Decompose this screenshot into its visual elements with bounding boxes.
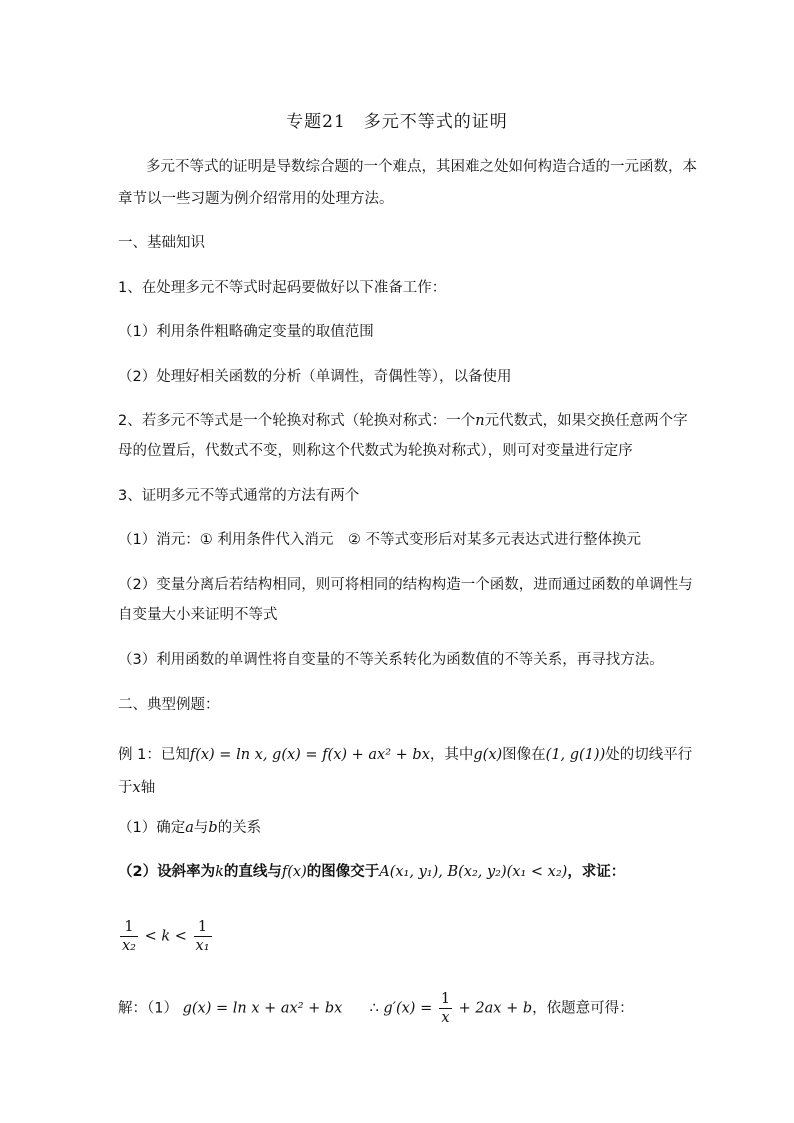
paragraph-2-line-1 xyxy=(118,411,688,431)
question-1-text-3: 的关系 xyxy=(217,820,262,836)
formula-g-prime-rest: + 2ax + b xyxy=(458,1000,533,1017)
formula-point: (1, g(1)) xyxy=(545,747,606,763)
question-1 xyxy=(118,818,261,838)
fraction-numerator: 1 xyxy=(440,991,451,1007)
variable-b: b xyxy=(208,820,218,836)
example-text: ，其中 xyxy=(429,747,474,763)
formula-g: g(x) xyxy=(473,747,503,763)
paragraph-3b-line-2: 自变量大小来证明不等式 xyxy=(118,607,278,623)
solution-line xyxy=(118,990,634,1027)
paragraph-3b-line-1: （2）变量分离后若结构相同，则可将相同的结构构造一个函数，进而通过函数的单调性与 xyxy=(118,577,693,593)
example-text-2: 图像在 xyxy=(502,747,546,763)
fraction-1-over-x1 xyxy=(194,918,212,955)
page-title: 专题21 多元不等式的证明 xyxy=(286,112,508,132)
paragraph-1: 1、在处理多元不等式时起码要做好以下准备工作： xyxy=(118,280,447,296)
example-text-3: 处的切线平行 xyxy=(605,747,693,763)
fraction-denominator: x₂ xyxy=(122,938,136,954)
variable-a: a xyxy=(185,820,194,836)
paragraph-3: 3、证明多元不等式通常的方法有两个 xyxy=(118,488,360,504)
solution-label: 解：（1） xyxy=(118,1000,178,1017)
example-1-line-1 xyxy=(118,745,692,765)
example-label: 例 1：已知 xyxy=(118,747,190,763)
solution-text: ，依题意可得： xyxy=(532,1000,634,1017)
paragraph-2-text-cont: 元代数式，如果交换任意两个字 xyxy=(484,413,688,429)
paragraph-1a: （1）利用条件粗略确定变量的取值范围 xyxy=(118,324,374,340)
fraction-1-over-x xyxy=(439,990,452,1027)
inequality xyxy=(118,918,214,955)
formula-f: f(x) xyxy=(281,864,307,880)
intro-line-1: 多元不等式的证明是导数综合题的一个难点，其困难之处如何构造合适的一元函数，本 xyxy=(146,159,697,175)
formula-f-g: f(x) = ln x, g(x) = f(x) + ax² + bx xyxy=(189,747,430,763)
paragraph-3c: （3）利用函数的单调性将自变量的不等关系转化为函数值的不等关系，再寻找方法。 xyxy=(118,652,664,668)
question-2-text-3: 的图像交于 xyxy=(306,864,380,880)
intro-line-2: 章节以一些习题为例介绍常用的处理方法。 xyxy=(118,191,394,207)
question-1-text: （1）确定 xyxy=(118,820,186,836)
fraction-denominator: x xyxy=(441,1010,450,1026)
fraction-numerator: 1 xyxy=(120,918,138,937)
fraction-numerator: 1 xyxy=(194,918,212,937)
formula-g-def: g(x) = ln x + ax² + bx xyxy=(182,1000,343,1017)
section-heading-basics: 一、基础知识 xyxy=(118,235,205,251)
paragraph-1b: （2）处理好相关函数的分析（单调性，奇偶性等），以备使用 xyxy=(118,369,512,385)
example-text-5: 轴 xyxy=(140,780,156,796)
variable-x: x xyxy=(132,780,141,796)
fraction-1-over-x2 xyxy=(120,918,138,955)
question-2-text-2: 的直线与 xyxy=(223,864,282,880)
question-2-text-4: ，求证： xyxy=(567,864,626,880)
therefore-symbol: ∴ xyxy=(369,1000,379,1017)
formula-g-prime: g′(x) = xyxy=(383,1000,433,1017)
variable-k: k xyxy=(215,864,224,880)
fraction-denominator: x₁ xyxy=(195,938,210,954)
question-2 xyxy=(118,862,625,882)
formula-points-ab: A(x₁, y₁), B(x₂, y₂)(x₁ < x₂) xyxy=(379,864,568,880)
paragraph-2-text: 2、若多元不等式是一个轮换对称式（轮换对称式：一个 xyxy=(118,413,476,429)
paragraph-2-line-2: 母的位置后，代数式不变，则称这个代数式为轮换对称式），则可对变量进行定序 xyxy=(118,443,633,459)
example-text-4: 于 xyxy=(118,780,133,796)
section-heading-examples: 二、典型例题： xyxy=(118,697,220,713)
inequality-middle: < k < xyxy=(144,928,187,945)
paragraph-3a: （1）消元：① 利用条件代入消元 ② 不等式变形后对某多元表达式进行整体换元 xyxy=(118,532,641,548)
example-1-line-2 xyxy=(118,778,155,798)
variable-n: n xyxy=(475,413,485,429)
question-1-text-2: 与 xyxy=(193,820,209,836)
question-2-text: （2）设斜率为 xyxy=(118,864,216,880)
